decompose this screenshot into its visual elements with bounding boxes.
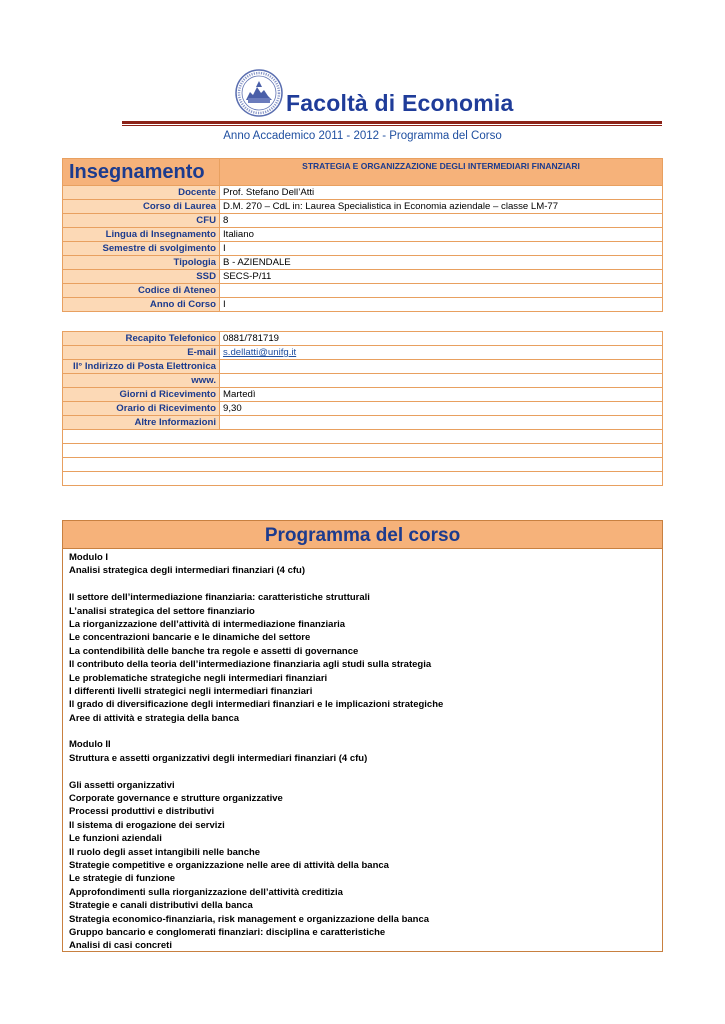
- table-row: [63, 402, 663, 416]
- table-row: [63, 416, 663, 430]
- table-row: [63, 360, 663, 374]
- course-header-row: [63, 159, 663, 186]
- row-label: E-mail: [63, 346, 220, 360]
- row-value: D.M. 270 – CdL in: Laurea Specialistica in Economia aziendale – classe LM-77: [220, 200, 663, 214]
- program-line: Strategie competitive e organizzazione nelle aree di attività della banca: [69, 859, 389, 871]
- program-line: Il ruolo degli asset intangibili nelle banche: [69, 846, 261, 858]
- program-line: Gli assetti organizzativi: [69, 779, 175, 791]
- row-value: 8: [220, 214, 663, 228]
- program-line: [69, 725, 656, 738]
- program-line: Le strategie di funzione: [69, 873, 176, 885]
- row-value: I: [220, 298, 663, 312]
- table-row: [63, 332, 663, 346]
- course-name: STRATEGIA E ORGANIZZAZIONE DEGLI INTERMEDIARI FINANZIARI: [220, 159, 663, 186]
- empty-row: [63, 444, 663, 458]
- program-line: Il sistema di erogazione dei servizi: [69, 819, 225, 831]
- row-label: Corso di Laurea: [63, 200, 220, 214]
- row-value: Prof. Stefano Dell’Atti: [220, 186, 663, 200]
- program-line: La riorganizzazione dell’attività di intermediazione finanziaria: [69, 618, 346, 630]
- row-label: Giorni d Ricevimento: [63, 388, 220, 402]
- program-section: [62, 520, 663, 952]
- header-divider-thin: [122, 125, 662, 126]
- row-label: SSD: [63, 270, 220, 284]
- table-row: [63, 284, 663, 298]
- header-divider: [122, 121, 662, 124]
- table-row: [63, 388, 663, 402]
- contacts-table: [62, 331, 663, 486]
- row-value: I: [220, 242, 663, 256]
- program-line: Il grado di diversificazione degli intermediari finanziari e le implicazioni strategiche: [69, 699, 444, 711]
- row-label: CFU: [63, 214, 220, 228]
- table-row: [63, 186, 663, 200]
- row-label: Altre Informazioni: [63, 416, 220, 430]
- program-line: Il contributo della teoria dell’intermediazione finanziaria agli studi sulla strategia: [69, 659, 432, 671]
- empty-row: [63, 472, 663, 486]
- row-value: B - AZIENDALE: [220, 256, 663, 270]
- row-label: Docente: [63, 186, 220, 200]
- program-line: Le problematiche strategiche negli intermediari finanziari: [69, 672, 328, 684]
- program-line: L’analisi strategica del settore finanziario: [69, 605, 255, 617]
- program-line: Aree di attività e strategia della banca: [69, 712, 240, 724]
- row-value: [220, 284, 663, 298]
- row-label: Anno di Corso: [63, 298, 220, 312]
- row-label: Codice di Ateneo: [63, 284, 220, 298]
- row-label: Semestre di svolgimento: [63, 242, 220, 256]
- program-line: Modulo I: [69, 552, 109, 563]
- program-line: Analisi strategica degli intermediari finanziari (4 cfu): [69, 565, 305, 577]
- program-line: Modulo II: [69, 739, 111, 751]
- program-line: [69, 578, 656, 591]
- section-title: Insegnamento: [63, 159, 220, 186]
- table-row: [63, 298, 663, 312]
- row-label: Tipologia: [63, 256, 220, 270]
- university-seal-icon: [234, 68, 284, 118]
- row-value: Martedì: [220, 388, 663, 402]
- row-value: Italiano: [220, 228, 663, 242]
- table-row: [63, 346, 663, 360]
- program-line: [69, 765, 656, 778]
- program-line: Le concentrazioni bancarie e le dinamiche del settore: [69, 632, 311, 644]
- program-line: I differenti livelli strategici negli intermediari finanziari: [69, 685, 313, 697]
- program-content: [63, 549, 662, 955]
- program-line: Analisi di casi concreti: [69, 940, 172, 952]
- table-row: [63, 242, 663, 256]
- empty-cell: [63, 458, 663, 472]
- row-label: Recapito Telefonico: [63, 332, 220, 346]
- faculty-title: Facoltà di Economia: [286, 90, 514, 116]
- email-link[interactable]: s.dellatti@unifg.it: [223, 347, 297, 358]
- program-line: La contendibilità delle banche tra regole e assetti di governance: [69, 645, 359, 657]
- program-line: Le funzioni aziendali: [69, 833, 162, 845]
- row-value: 0881/781719: [220, 332, 663, 346]
- table-row: [63, 200, 663, 214]
- table-row: [63, 270, 663, 284]
- empty-cell: [63, 444, 663, 458]
- academic-year-subtitle: Anno Accademico 2011 - 2012 - Programma del Corso: [223, 130, 502, 142]
- program-line: Approfondimenti sulla riorganizzazione dell’attività creditizia: [69, 886, 343, 898]
- program-line: Corporate governance e strutture organizzative: [69, 793, 283, 805]
- course-info-table: [62, 158, 663, 312]
- empty-cell: [63, 472, 663, 486]
- row-label: Orario di Ricevimento: [63, 402, 220, 416]
- empty-row: [63, 430, 663, 444]
- empty-cell: [63, 430, 663, 444]
- program-line: Il settore dell’intermediazione finanziaria: caratteristiche strutturali: [69, 592, 370, 604]
- table-row: [63, 214, 663, 228]
- program-line: Gruppo bancario e conglomerati finanziari: disciplina e caratteristiche: [69, 926, 386, 938]
- row-value: [220, 360, 663, 374]
- program-title: Programma del corso: [63, 521, 662, 549]
- row-value: SECS-P/11: [220, 270, 663, 284]
- program-line: Processi produttivi e distributivi: [69, 806, 215, 818]
- table-row: [63, 374, 663, 388]
- program-line: Struttura e assetti organizzativi degli intermediari finanziari (4 cfu): [69, 752, 368, 764]
- row-value: [220, 416, 663, 430]
- row-label: Lingua di Insegnamento: [63, 228, 220, 242]
- table-row: [63, 228, 663, 242]
- row-label: II° Indirizzo di Posta Elettronica: [63, 360, 220, 374]
- empty-row: [63, 458, 663, 472]
- program-line: Strategie e canali distributivi della banca: [69, 900, 253, 912]
- row-label: www.: [63, 374, 220, 388]
- table-row: [63, 256, 663, 270]
- row-value: 9,30: [220, 402, 663, 416]
- program-line: Strategia economico-finanziaria, risk management e organizzazione della banca: [69, 913, 430, 925]
- row-value: [220, 374, 663, 388]
